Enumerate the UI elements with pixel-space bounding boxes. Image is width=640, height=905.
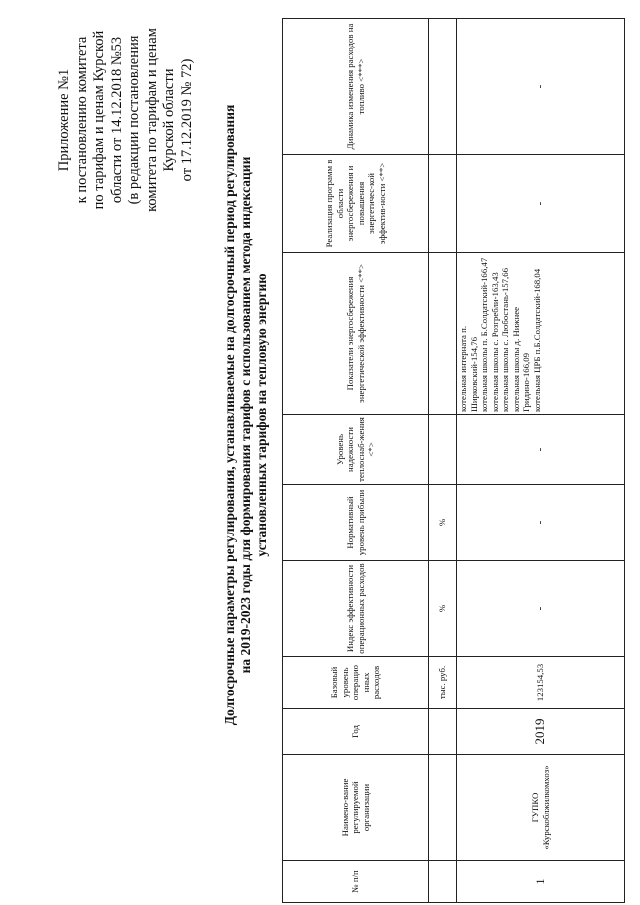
header-reliability: Уровень надежности теплоснаб-жения <*> — [283, 415, 429, 485]
appendix-line: области от 14.12.2018 №53 — [108, 36, 125, 204]
cell-efficiency-index: - — [457, 561, 625, 657]
appendix-header — [56, 20, 196, 220]
header-year: Год — [283, 709, 429, 755]
cell-energy-programs: - — [457, 155, 625, 253]
units-cell — [429, 19, 457, 155]
title-line: Долгосрочные параметры регулирования, устанавливаемые на долгосрочный период регулирования — [222, 104, 237, 726]
appendix-line: комитета по тарифам и ценам — [143, 28, 160, 212]
boiler-entry: котельная интерната п. Ширковский-154,76 — [458, 325, 479, 412]
appendix-line: к постановлению комитета — [73, 36, 90, 204]
regulation-parameters-table — [282, 18, 625, 903]
header-energy-efficiency: Показатели энергосбережения энергетической эффективности <**> — [283, 253, 429, 415]
title-line: установленных тарифов на тепловую энергию — [254, 273, 269, 557]
cell-reliability: - — [457, 415, 625, 485]
cell-energy-efficiency — [457, 253, 625, 415]
table-header-row — [283, 19, 429, 903]
header-no: № п/п — [283, 861, 429, 903]
units-cell — [429, 755, 457, 861]
appendix-line: (в редакции постановления — [126, 35, 142, 205]
units-efficiency-index: % — [429, 561, 457, 657]
header-normative-profit: Нормативный уровень прибыли — [283, 485, 429, 561]
boiler-entry: котельная школы д. Нижнее Гридино-166,09 — [510, 306, 531, 412]
cell-base-level: 123154,53 — [457, 657, 625, 709]
header-fuel-dynamics: Динамика изменения расходов на топливо <***> — [283, 19, 429, 155]
boiler-entry: котельная школы п. Б.Солдатский-166,47 — [479, 257, 489, 412]
units-cell — [429, 709, 457, 755]
appendix-line: Приложение №1 — [56, 68, 72, 172]
table-row — [457, 19, 625, 903]
appendix-line: от 17.12.2019 № 72) — [178, 58, 195, 182]
boiler-entry: котельная школы с. Розгребли-163,43 — [489, 272, 500, 412]
header-energy-programs: Реализация программ в области энергосбережения и повышения энергетичес-кой эффектив-ности <**> — [283, 155, 429, 253]
document-title — [222, 45, 270, 785]
header-organization: Наимено-вание регулируемой организации — [283, 755, 429, 861]
header-efficiency-index: Индекс эффективности операционных расходов — [283, 561, 429, 657]
boiler-entry: котельная школы с. Любостань-157,66 — [500, 267, 510, 412]
units-cell — [429, 861, 457, 903]
cell-fuel-dynamics: - — [457, 19, 625, 155]
cell-normative-profit: - — [457, 485, 625, 561]
appendix-line: по тарифам и ценам Курской — [91, 30, 107, 210]
appendix-line: Курской области — [161, 68, 177, 172]
cell-no: 1 — [457, 861, 625, 903]
title-line: на 2019-2023 годы для формирования тарифов с использованием метода индексации — [238, 156, 253, 674]
cell-year: 2019 — [457, 709, 625, 755]
table-units-row — [429, 19, 457, 903]
units-cell — [429, 415, 457, 485]
boiler-entry: котельная ЦРБ п.Б.Солдатский-168,04 — [531, 268, 542, 412]
units-base-level: тыс. руб. — [429, 657, 457, 709]
header-base-level: Базовый уровень операцио нных расходов — [283, 657, 429, 709]
units-cell — [429, 253, 457, 415]
units-normative-profit: % — [429, 485, 457, 561]
cell-organization: ГУПКО «Курскоблжилкомхоз» — [457, 755, 625, 861]
units-cell — [429, 155, 457, 253]
